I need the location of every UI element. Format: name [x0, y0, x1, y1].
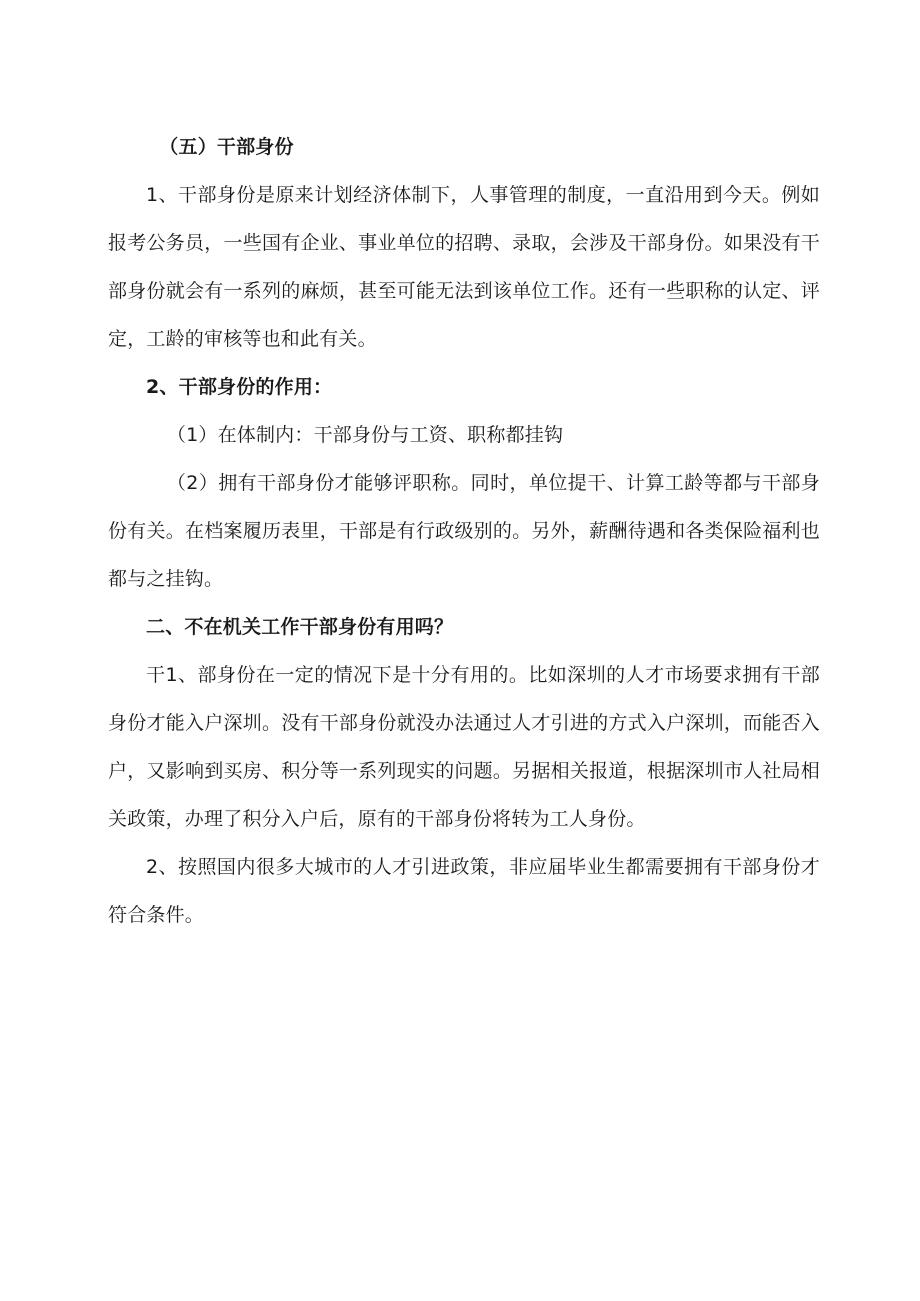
- paragraph-talent-policy: 2、按照国内很多大城市的人才引进政策，非应届毕业生都需要拥有干部身份才符合条件。: [108, 856, 820, 926]
- section-heading: （五）干部身份: [159, 136, 294, 158]
- section-heading-2: 二、不在机关工作干部身份有用吗？: [146, 616, 454, 638]
- list-item-1: （1）在体制内：干部身份与工资、职称都挂钩: [166, 424, 564, 446]
- list-item-2: （2）拥有干部身份才能够评职称。同时，单位提干、计算工龄等都与干部身份有关。在档案履历表里，干部是有行政级别的。另外，薪酬待遇和各类保险福利也都与之挂钩。: [108, 472, 820, 590]
- subheading-cadre-role: 2、干部身份的作用：: [146, 376, 333, 398]
- document-body: [108, 123, 820, 939]
- paragraph-usefulness: 干1、部身份在一定的情况下是十分有用的。比如深圳的人才市场要求拥有干部身份才能入户深圳。没有干部身份就没办法通过人才引进的方式入户深圳，而能否入户，又影响到买房、积分等一系列现实的问题。另据相关报道，根据深圳市人社局相关政策，办理了积分入户后，原有的干部身份将转为工人身份。: [108, 664, 820, 830]
- paragraph-cadre-definition: 1、干部身份是原来计划经济体制下，人事管理的制度，一直沿用到今天。例如报考公务员，一些国有企业、事业单位的招聘、录取，会涉及干部身份。如果没有干部身份就会有一系列的麻烦，甚至可能无法到该单位工作。还有一些职称的认定、评定，工龄的审核等也和此有关。: [108, 184, 820, 350]
